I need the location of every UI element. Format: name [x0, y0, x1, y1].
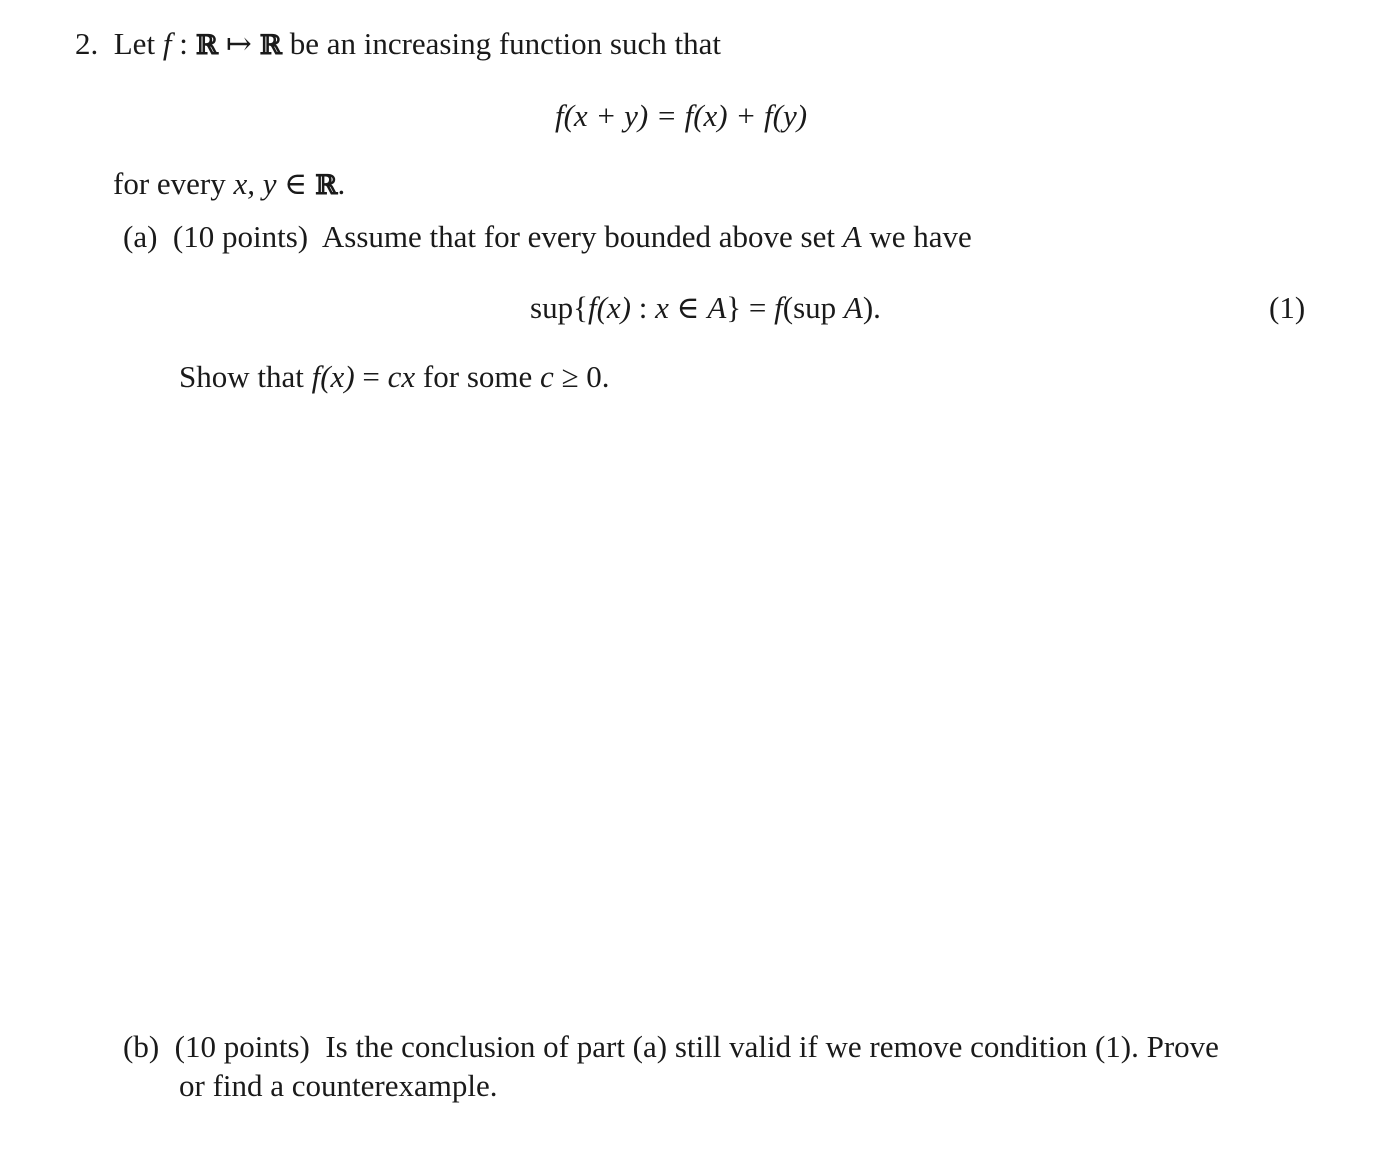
- part-a: [123, 219, 972, 255]
- math: sup{: [530, 290, 588, 325]
- text: Assume that for every bounded above set: [321, 219, 843, 254]
- text: :: [171, 26, 196, 61]
- math: f: [774, 290, 783, 325]
- math: ℝ: [314, 170, 338, 201]
- problem-statement: [75, 26, 721, 62]
- math: cx: [387, 359, 416, 394]
- part-b: [123, 1029, 1219, 1065]
- math: A: [707, 290, 727, 325]
- equation-number: (1): [1269, 290, 1306, 325]
- math: ).: [862, 290, 881, 325]
- math: =: [354, 359, 388, 394]
- text: we have: [861, 219, 972, 254]
- math: ℝ: [259, 30, 282, 61]
- math: x: [655, 290, 669, 325]
- math: ℝ: [195, 30, 219, 61]
- math: (sup: [782, 290, 844, 325]
- math: f(x): [587, 290, 631, 325]
- math: :: [630, 290, 656, 325]
- math: f: [162, 26, 172, 61]
- text: Let: [113, 26, 163, 61]
- math: } =: [726, 290, 775, 325]
- math: f(x): [311, 359, 355, 394]
- math: ↦: [218, 26, 260, 61]
- part-b-label: (b): [123, 1029, 160, 1064]
- part-a-task: [179, 359, 610, 395]
- text: for every: [113, 166, 234, 201]
- math: A: [843, 290, 863, 325]
- math: x, y: [233, 166, 277, 201]
- math: c: [540, 359, 554, 394]
- part-a-points: (10 points): [172, 219, 309, 254]
- text: for some: [415, 359, 541, 394]
- math: ≥ 0.: [553, 359, 610, 394]
- math: ∈: [668, 290, 708, 325]
- problem-number: 2.: [75, 26, 99, 61]
- main-equation: f(x + y) = f(x) + f(y): [555, 98, 808, 133]
- sup-equation: [530, 290, 881, 326]
- part-b-text: Is the conclusion of part (a) still valid if we remove condition (1). Prove: [325, 1029, 1219, 1064]
- math: A: [842, 219, 862, 254]
- part-b-text-continued: or find a counterexample.: [179, 1068, 498, 1103]
- text: .: [337, 166, 346, 201]
- part-b-points: (10 points): [174, 1029, 310, 1064]
- math: ∈: [276, 166, 315, 201]
- quantifier-line: [113, 166, 345, 202]
- text: Show that: [179, 359, 312, 394]
- part-a-label: (a): [123, 219, 158, 254]
- text: be an increasing function such that: [281, 26, 721, 61]
